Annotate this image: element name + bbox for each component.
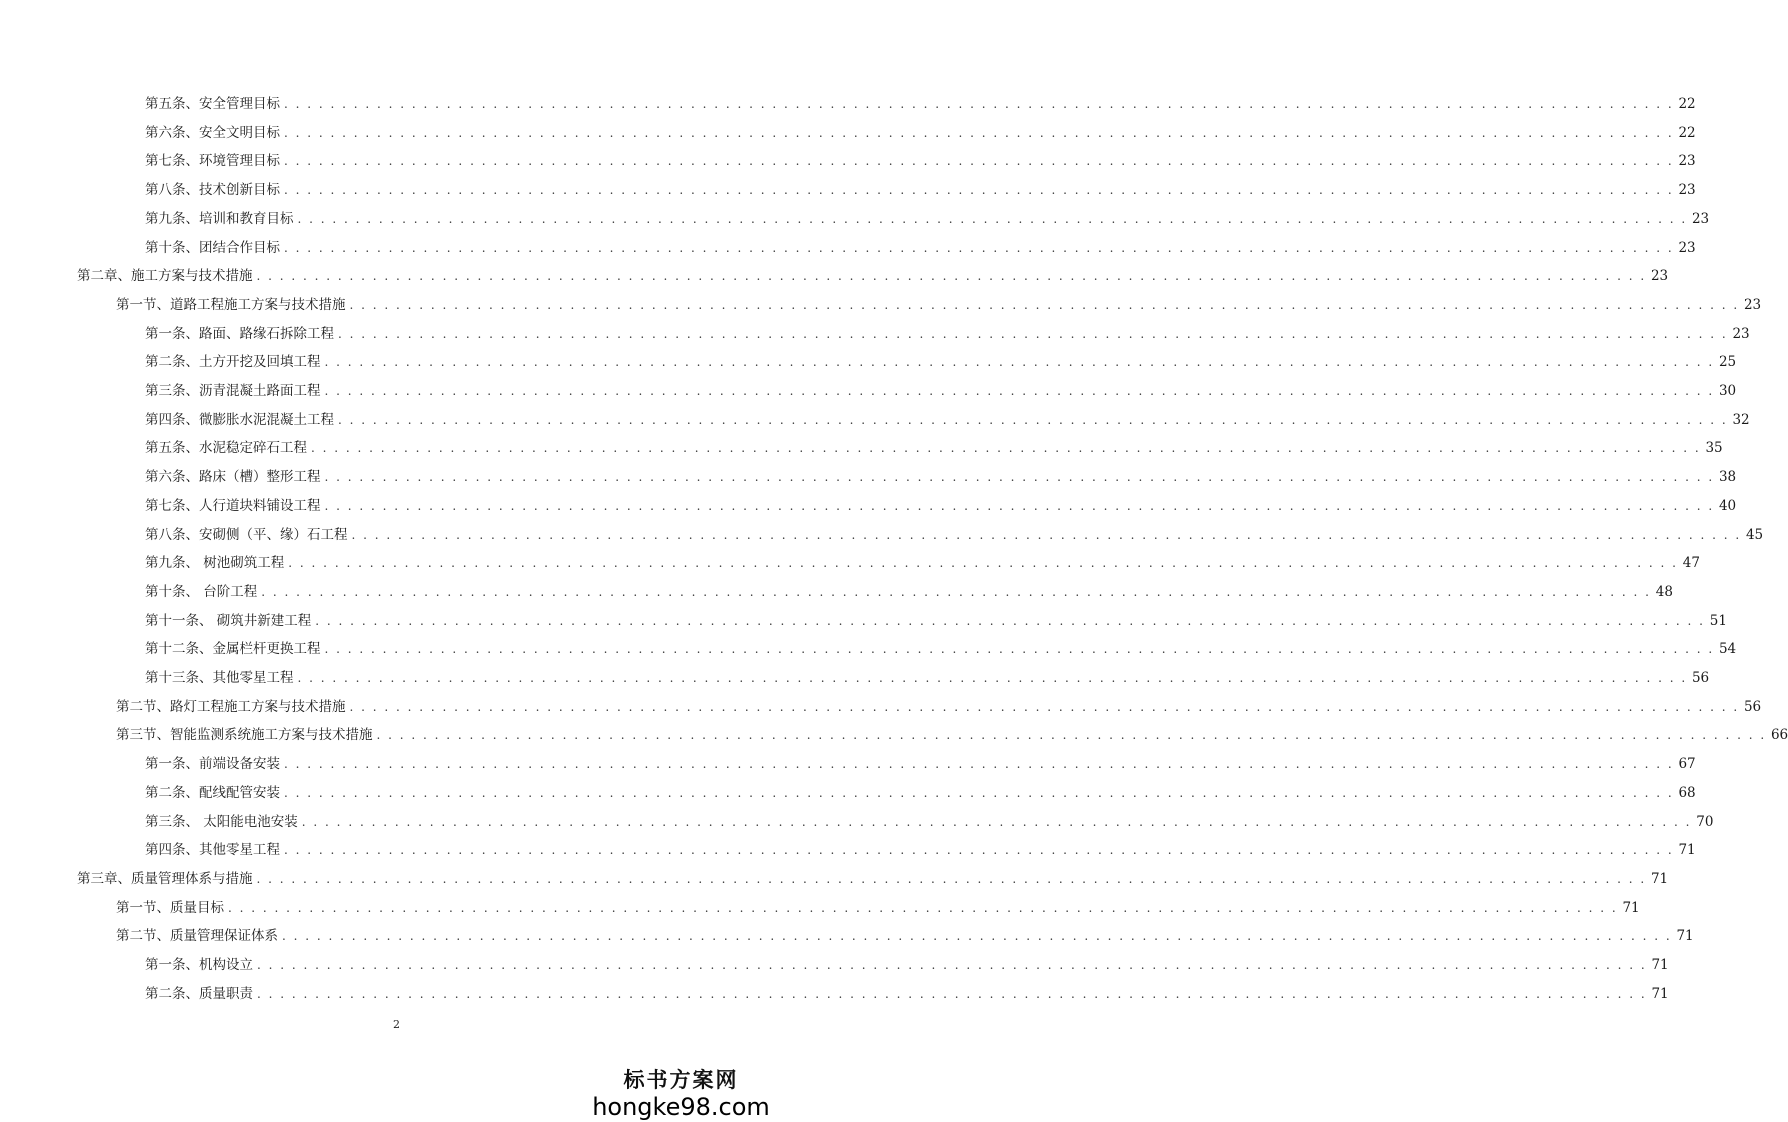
toc-entry[interactable]: [116, 293, 1762, 317]
toc-entry-page: 35: [1705, 440, 1723, 457]
toc-entry-label: 第五条、安全管理目标: [145, 96, 280, 112]
toc-leader-dots: . . . . . . . . . . . . . . . . . . . . . . . . . . . . . . . . . . . . . . . . . . . . . . . . . . . . . . . . . . . . . . . . . . . . . . . . . . . . . . . . . . . . . . . . . . . . . . . . . . . . . . . . . . . . . . . . . . . . . . . .: [338, 326, 1728, 341]
toc-leader-dots: . . . . . . . . . . . . . . . . . . . . . . . . . . . . . . . . . . . . . . . . . . . . . . . . . . . . . . . . . . . . . . . . . . . . . . . . . . . . . . . . . . . . . . . . . . . . . . . . . . . . . . . . . . . . . . . . . . . . . . . .: [284, 757, 1674, 772]
toc-entry-label: 第九条、 树池砌筑工程: [145, 555, 285, 572]
toc-entry-label: 第六条、安全文明目标: [145, 124, 280, 141]
toc-entry[interactable]: [116, 695, 1762, 719]
toc-entry-page: 30: [1718, 383, 1737, 399]
toc-leader-dots: . . . . . . . . . . . . . . . . . . . . . . . . . . . . . . . . . . . . . . . . . . . . . . . . . . . . . . . . . . . . . . . . . . . . . . . . . . . . . . . . . . . . . . . . . . . . . . . . . . . . . . . . . . . . . . . . . . . . . . . .: [349, 699, 1740, 714]
toc-entry[interactable]: [145, 781, 1696, 805]
toc-leader-dots: . . . . . . . . . . . . . . . . . . . . . . . . . . . . . . . . . . . . . . . . . . . . . . . . . . . . . . . . . . . . . . . . . . . . . . . . . . . . . . . . . . . . . . . . . . . . . . . . . . . . . . . . . . . . . . . . . . . . . . . .: [324, 470, 1715, 485]
toc-entry[interactable]: [145, 982, 1669, 1006]
toc-leader-dots: . . . . . . . . . . . . . . . . . . . . . . . . . . . . . . . . . . . . . . . . . . . . . . . . . . . . . . . . . . . . . . . . . . . . . . . . . . . . . . . . . . . . . . . . . . . . . . . . . . . . . . . . . . . . . . . . . . . . . . . .: [284, 785, 1674, 800]
watermark-title: 标书方案网: [623, 1067, 739, 1092]
toc-entry-label: 第十条、团结合作目标: [145, 239, 280, 256]
toc-entry[interactable]: [145, 322, 1750, 346]
toc-entry-page: 48: [1655, 583, 1673, 600]
toc-entry-label: 第二条、质量职责: [145, 985, 253, 1002]
toc-entry-label: 第十条、 台阶工程: [145, 583, 258, 600]
toc-entry-page: 54: [1718, 641, 1737, 658]
toc-leader-dots: . . . . . . . . . . . . . . . . . . . . . . . . . . . . . . . . . . . . . . . . . . . . . . . . . . . . . . . . . . . . . . . . . . . . . . . . . . . . . . . . . . . . . . . . . . . . . . . . . . . . . . . . . . . . . . . . . . . . . . . .: [324, 384, 1715, 398]
toc-entry-page: 32: [1732, 411, 1750, 428]
toc-entry-label: 第二条、配线配管安装: [145, 784, 280, 801]
toc-entry-page: 71: [1622, 899, 1640, 916]
toc-leader-dots: . . . . . . . . . . . . . . . . . . . . . . . . . . . . . . . . . . . . . . . . . . . . . . . . . . . . . . . . . . . . . . . . . . . . . . . . . . . . . . . . . . . . . . . . . . . . . . . . . . . . . . . . . . . . . . . . . . . . . . . .: [256, 269, 1647, 284]
toc-entry[interactable]: [145, 92, 1696, 116]
toc-entry[interactable]: [145, 609, 1727, 633]
toc-entry[interactable]: [145, 838, 1696, 862]
toc-entry-page: 71: [1651, 957, 1669, 973]
toc-entry[interactable]: [77, 264, 1669, 288]
toc-entry-label: 第九条、培训和教育目标: [145, 210, 294, 227]
toc-entry-page: 38: [1718, 469, 1737, 486]
toc-entry-page: 45: [1745, 526, 1764, 543]
toc-entry-page: 23: [1650, 268, 1669, 285]
toc-entry-page: 23: [1743, 296, 1762, 313]
toc-entry-page: 68: [1678, 784, 1696, 801]
toc-entry-page: 23: [1732, 325, 1750, 342]
toc-entry-page: 66: [1770, 727, 1788, 744]
toc-entry-label: 第十三条、其他零星工程: [145, 670, 294, 686]
toc-entry-label: 第二节、路灯工程施工方案与技术措施: [116, 698, 346, 715]
toc-leader-dots: . . . . . . . . . . . . . . . . . . . . . . . . . . . . . . . . . . . . . . . . . . . . . . . . . . . . . . . . . . . . . . . . . . . . . . . . . . . . . . . . . . . . . . . . . . . . . . . . . . . . . . . . . . . . . . . . . . . . . . . .: [228, 900, 1618, 915]
toc-entry[interactable]: [145, 379, 1737, 403]
toc-entry-page: 22: [1678, 96, 1696, 112]
toc-entry[interactable]: [145, 810, 1714, 834]
toc-entry[interactable]: [145, 494, 1737, 518]
toc-leader-dots: . . . . . . . . . . . . . . . . . . . . . . . . . . . . . . . . . . . . . . . . . . . . . . . . . . . . . . . . . . . . . . . . . . . . . . . . . . . . . . . . . . . . . . . . . . . . . . . . . . . . . . . . . . . . . . . . . . . . . . . .: [315, 613, 1705, 628]
toc-entry-label: 第六条、路床（槽）整形工程: [145, 469, 321, 486]
toc-entry-page: 56: [1743, 698, 1762, 715]
toc-entry-label: 第五条、水泥稳定碎石工程: [145, 440, 307, 457]
toc-entry-page: 47: [1682, 555, 1700, 572]
toc-entry-page: 23: [1691, 210, 1710, 227]
toc-entry-page: 23: [1678, 153, 1696, 170]
toc-leader-dots: . . . . . . . . . . . . . . . . . . . . . . . . . . . . . . . . . . . . . . . . . . . . . . . . . . . . . . . . . . . . . . . . . . . . . . . . . . . . . . . . . . . . . . . . . . . . . . . . . . . . . . . . . . . . . . . . . . . . . . . .: [338, 412, 1728, 427]
toc-entry[interactable]: [145, 953, 1669, 977]
toc-entry[interactable]: [145, 149, 1696, 173]
toc-leader-dots: . . . . . . . . . . . . . . . . . . . . . . . . . . . . . . . . . . . . . . . . . . . . . . . . . . . . . . . . . . . . . . . . . . . . . . . . . . . . . . . . . . . . . . . . . . . . . . . . . . . . . . . . . . . . . . . . . . . . . . . .: [297, 671, 1688, 685]
toc-leader-dots: . . . . . . . . . . . . . . . . . . . . . . . . . . . . . . . . . . . . . . . . . . . . . . . . . . . . . . . . . . . . . . . . . . . . . . . . . . . . . . . . . . . . . . . . . . . . . . . . . . . . . . . . . . . . . . . . . . . . . . . .: [284, 154, 1674, 169]
toc-leader-dots: . . . . . . . . . . . . . . . . . . . . . . . . . . . . . . . . . . . . . . . . . . . . . . . . . . . . . . . . . . . . . . . . . . . . . . . . . . . . . . . . . . . . . . . . . . . . . . . . . . . . . . . . . . . . . . . . . . . . . . . .: [376, 728, 1767, 743]
toc-leader-dots: . . . . . . . . . . . . . . . . . . . . . . . . . . . . . . . . . . . . . . . . . . . . . . . . . . . . . . . . . . . . . . . . . . . . . . . . . . . . . . . . . . . . . . . . . . . . . . . . . . . . . . . . . . . . . . . . . . . . . . . .: [288, 556, 1678, 571]
toc-entry-label: 第七条、人行道块料铺设工程: [145, 497, 321, 514]
toc-entry-label: 第一节、质量目标: [116, 899, 224, 916]
toc-leader-dots: . . . . . . . . . . . . . . . . . . . . . . . . . . . . . . . . . . . . . . . . . . . . . . . . . . . . . . . . . . . . . . . . . . . . . . . . . . . . . . . . . . . . . . . . . . . . . . . . . . . . . . . . . . . . . . . . . . . . . . . .: [282, 929, 1672, 944]
toc-leader-dots: . . . . . . . . . . . . . . . . . . . . . . . . . . . . . . . . . . . . . . . . . . . . . . . . . . . . . . . . . . . . . . . . . . . . . . . . . . . . . . . . . . . . . . . . . . . . . . . . . . . . . . . . . . . . . . . . . . . . . . . .: [324, 498, 1715, 513]
toc-entry-page: 67: [1678, 756, 1696, 773]
page-number: 2: [393, 1018, 400, 1031]
watermark: [581, 1064, 781, 1120]
toc-leader-dots: . . . . . . . . . . . . . . . . . . . . . . . . . . . . . . . . . . . . . . . . . . . . . . . . . . . . . . . . . . . . . . . . . . . . . . . . . . . . . . . . . . . . . . . . . . . . . . . . . . . . . . . . . . . . . . . . . . . . . . . .: [301, 814, 1692, 829]
toc-leader-dots: . . . . . . . . . . . . . . . . . . . . . . . . . . . . . . . . . . . . . . . . . . . . . . . . . . . . . . . . . . . . . . . . . . . . . . . . . . . . . . . . . . . . . . . . . . . . . . . . . . . . . . . . . . . . . . . . . . . . . . . .: [284, 240, 1674, 255]
toc-entry-label: 第十二条、金属栏杆更换工程: [145, 641, 321, 658]
toc-entry-page: 22: [1678, 124, 1696, 141]
toc-entry[interactable]: [145, 236, 1696, 260]
toc-entry-label: 第三条、 太阳能电池安装: [145, 813, 298, 830]
toc-entry[interactable]: [145, 666, 1710, 690]
toc-entry-label: 第三章、质量管理体系与措施: [77, 870, 253, 887]
toc-entry[interactable]: [145, 551, 1700, 575]
toc-entry-page: 71: [1678, 842, 1696, 859]
toc-entry[interactable]: [116, 896, 1640, 920]
toc-leader-dots: . . . . . . . . . . . . . . . . . . . . . . . . . . . . . . . . . . . . . . . . . . . . . . . . . . . . . . . . . . . . . . . . . . . . . . . . . . . . . . . . . . . . . . . . . . . . . . . . . . . . . . . . . . . . . . . . . . . . . . . .: [284, 843, 1674, 858]
toc-entry-label: 第八条、技术创新目标: [145, 182, 280, 199]
toc-leader-dots: . . . . . . . . . . . . . . . . . . . . . . . . . . . . . . . . . . . . . . . . . . . . . . . . . . . . . . . . . . . . . . . . . . . . . . . . . . . . . . . . . . . . . . . . . . . . . . . . . . . . . . . . . . . . . . . . . . . . . . . .: [297, 211, 1688, 226]
toc-entry-page: 71: [1650, 870, 1669, 887]
toc-entry-label: 第三条、沥青混凝土路面工程: [145, 383, 321, 399]
toc-leader-dots: . . . . . . . . . . . . . . . . . . . . . . . . . . . . . . . . . . . . . . . . . . . . . . . . . . . . . . . . . . . . . . . . . . . . . . . . . . . . . . . . . . . . . . . . . . . . . . . . . . . . . . . . . . . . . . . . . . . . . . . .: [261, 584, 1651, 599]
toc-entry-page: 51: [1709, 612, 1727, 629]
toc-leader-dots: . . . . . . . . . . . . . . . . . . . . . . . . . . . . . . . . . . . . . . . . . . . . . . . . . . . . . . . . . . . . . . . . . . . . . . . . . . . . . . . . . . . . . . . . . . . . . . . . . . . . . . . . . . . . . . . . . . . . . . . .: [311, 441, 1701, 456]
toc-entry-label: 第一节、道路工程施工方案与技术措施: [116, 296, 346, 313]
toc-entry[interactable]: [145, 350, 1737, 374]
toc-entry[interactable]: [145, 523, 1764, 547]
toc-leader-dots: . . . . . . . . . . . . . . . . . . . . . . . . . . . . . . . . . . . . . . . . . . . . . . . . . . . . . . . . . . . . . . . . . . . . . . . . . . . . . . . . . . . . . . . . . . . . . . . . . . . . . . . . . . . . . . . . . . . . . . . .: [257, 958, 1647, 972]
toc-entry-page: 23: [1678, 239, 1696, 256]
toc-entry-page: 56: [1691, 670, 1710, 686]
toc-leader-dots: . . . . . . . . . . . . . . . . . . . . . . . . . . . . . . . . . . . . . . . . . . . . . . . . . . . . . . . . . . . . . . . . . . . . . . . . . . . . . . . . . . . . . . . . . . . . . . . . . . . . . . . . . . . . . . . . . . . . . . . .: [324, 642, 1715, 657]
toc-entry[interactable]: [145, 178, 1696, 202]
toc-leader-dots: . . . . . . . . . . . . . . . . . . . . . . . . . . . . . . . . . . . . . . . . . . . . . . . . . . . . . . . . . . . . . . . . . . . . . . . . . . . . . . . . . . . . . . . . . . . . . . . . . . . . . . . . . . . . . . . . . . . . . . . .: [256, 871, 1647, 886]
toc-entry-label: 第三节、智能监测系统施工方案与技术措施: [116, 727, 373, 744]
toc-leader-dots: . . . . . . . . . . . . . . . . . . . . . . . . . . . . . . . . . . . . . . . . . . . . . . . . . . . . . . . . . . . . . . . . . . . . . . . . . . . . . . . . . . . . . . . . . . . . . . . . . . . . . . . . . . . . . . . . . . . . . . . .: [284, 97, 1674, 111]
toc-entry[interactable]: [116, 723, 1788, 747]
toc-entry-label: 第四条、其他零星工程: [145, 842, 280, 859]
toc-entry[interactable]: [145, 436, 1723, 460]
watermark-url: hongke98.com: [592, 1093, 770, 1121]
toc-entry-page: 40: [1718, 497, 1737, 514]
toc-entry-label: 第四条、微膨胀水泥混凝土工程: [145, 411, 334, 428]
toc-entry-label: 第一条、前端设备安装: [145, 756, 280, 773]
toc-entry-label: 第二节、质量管理保证体系: [116, 928, 278, 945]
toc-entry-label: 第一条、机构设立: [145, 957, 253, 973]
toc-leader-dots: . . . . . . . . . . . . . . . . . . . . . . . . . . . . . . . . . . . . . . . . . . . . . . . . . . . . . . . . . . . . . . . . . . . . . . . . . . . . . . . . . . . . . . . . . . . . . . . . . . . . . . . . . . . . . . . . . . . . . . . .: [284, 183, 1674, 198]
toc-entry-page: 71: [1651, 985, 1669, 1002]
toc-entry-page: 23: [1678, 182, 1696, 199]
toc-leader-dots: . . . . . . . . . . . . . . . . . . . . . . . . . . . . . . . . . . . . . . . . . . . . . . . . . . . . . . . . . . . . . . . . . . . . . . . . . . . . . . . . . . . . . . . . . . . . . . . . . . . . . . . . . . . . . . . . . . . . . . . .: [324, 355, 1715, 370]
toc-entry-page: 71: [1676, 928, 1694, 945]
toc-entry-label: 第八条、安砌侧（平、缘）石工程: [145, 526, 348, 543]
toc-leader-dots: . . . . . . . . . . . . . . . . . . . . . . . . . . . . . . . . . . . . . . . . . . . . . . . . . . . . . . . . . . . . . . . . . . . . . . . . . . . . . . . . . . . . . . . . . . . . . . . . . . . . . . . . . . . . . . . . . . . . . . . .: [349, 297, 1740, 312]
toc-entry-label: 第十一条、 砌筑井新建工程: [145, 612, 312, 629]
toc-entry[interactable]: [116, 924, 1694, 948]
toc-entry-label: 第一条、路面、路缘石拆除工程: [145, 325, 334, 342]
toc-entry[interactable]: [145, 207, 1710, 231]
toc-leader-dots: . . . . . . . . . . . . . . . . . . . . . . . . . . . . . . . . . . . . . . . . . . . . . . . . . . . . . . . . . . . . . . . . . . . . . . . . . . . . . . . . . . . . . . . . . . . . . . . . . . . . . . . . . . . . . . . . . . . . . . . .: [257, 986, 1647, 1001]
toc-entry[interactable]: [145, 752, 1696, 776]
toc-entry[interactable]: [145, 408, 1750, 432]
toc-entry-label: 第七条、环境管理目标: [145, 153, 280, 170]
toc-entry-label: 第二条、土方开挖及回填工程: [145, 354, 321, 371]
toc-leader-dots: . . . . . . . . . . . . . . . . . . . . . . . . . . . . . . . . . . . . . . . . . . . . . . . . . . . . . . . . . . . . . . . . . . . . . . . . . . . . . . . . . . . . . . . . . . . . . . . . . . . . . . . . . . . . . . . . . . . . . . . .: [351, 527, 1742, 542]
toc-entry[interactable]: [77, 867, 1669, 891]
toc-entry[interactable]: [145, 637, 1737, 661]
toc-entry-label: 第二章、施工方案与技术措施: [77, 268, 253, 285]
toc-entry[interactable]: [145, 121, 1696, 145]
toc-leader-dots: . . . . . . . . . . . . . . . . . . . . . . . . . . . . . . . . . . . . . . . . . . . . . . . . . . . . . . . . . . . . . . . . . . . . . . . . . . . . . . . . . . . . . . . . . . . . . . . . . . . . . . . . . . . . . . . . . . . . . . . .: [284, 125, 1674, 140]
toc-entry-page: 70: [1696, 813, 1714, 830]
toc-entry-page: 25: [1718, 354, 1737, 371]
toc-entry[interactable]: [145, 465, 1737, 489]
toc-entry[interactable]: [145, 580, 1673, 604]
